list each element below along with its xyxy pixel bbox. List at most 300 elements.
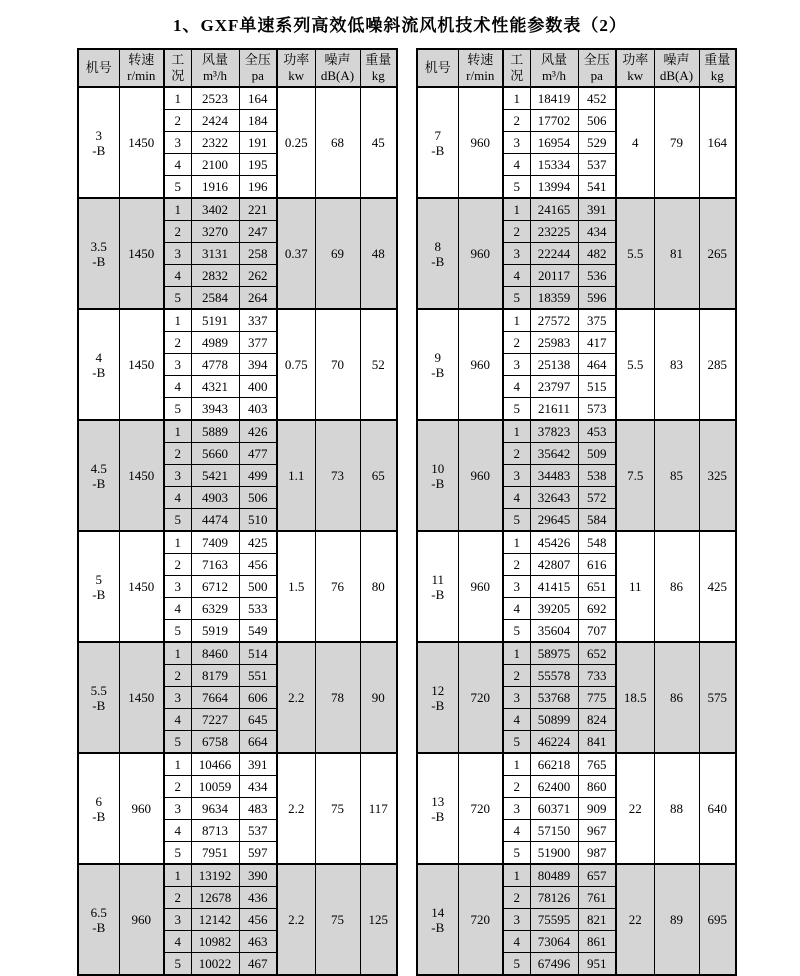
- airflow-cell: 2523: [191, 87, 239, 110]
- machine-model: 5.5: [90, 682, 107, 698]
- airflow-cell: 16954: [530, 132, 578, 154]
- condition-cell: 3: [164, 576, 191, 598]
- power-cell: 11: [616, 531, 654, 642]
- airflow-cell: 23797: [530, 376, 578, 398]
- machine-suffix: -B: [431, 475, 445, 491]
- pressure-cell: 529: [578, 132, 616, 154]
- pressure-cell: 390: [239, 864, 277, 887]
- airflow-cell: 6712: [191, 576, 239, 598]
- pressure-cell: 500: [239, 576, 277, 598]
- col-header-airflow: 风量 m³/h: [191, 49, 239, 87]
- condition-cell: 3: [503, 354, 530, 376]
- condition-cell: 1: [164, 198, 191, 221]
- pressure-cell: 391: [239, 753, 277, 776]
- machine-suffix: -B: [431, 697, 445, 713]
- condition-cell: 5: [164, 953, 191, 976]
- pressure-cell: 456: [239, 554, 277, 576]
- col-header-noise: 噪声 dB(A): [315, 49, 360, 87]
- airflow-cell: 2584: [191, 287, 239, 310]
- airflow-cell: 18419: [530, 87, 578, 110]
- condition-cell: 2: [503, 665, 530, 687]
- condition-cell: 3: [503, 243, 530, 265]
- airflow-cell: 8179: [191, 665, 239, 687]
- airflow-cell: 37823: [530, 420, 578, 443]
- pressure-cell: 337: [239, 309, 277, 332]
- condition-cell: 1: [164, 420, 191, 443]
- pressure-cell: 506: [239, 487, 277, 509]
- airflow-cell: 35642: [530, 443, 578, 465]
- pressure-cell: 533: [239, 598, 277, 620]
- airflow-cell: 7227: [191, 709, 239, 731]
- airflow-cell: 3131: [191, 243, 239, 265]
- condition-cell: 4: [164, 376, 191, 398]
- airflow-cell: 4474: [191, 509, 239, 532]
- pressure-cell: 538: [578, 465, 616, 487]
- airflow-cell: 13192: [191, 864, 239, 887]
- pressure-cell: 606: [239, 687, 277, 709]
- weight-cell: 80: [360, 531, 397, 642]
- machine-model: 11: [431, 571, 445, 587]
- pressure-cell: 467: [239, 953, 277, 976]
- col-header-pressure: 全压 pa: [239, 49, 277, 87]
- pressure-cell: 765: [578, 753, 616, 776]
- noise-cell: 88: [654, 753, 699, 864]
- condition-cell: 4: [503, 376, 530, 398]
- machine-number-cell: [78, 642, 119, 753]
- pressure-cell: 262: [239, 265, 277, 287]
- machine-number-cell: [78, 531, 119, 642]
- condition-cell: 4: [164, 265, 191, 287]
- machine-suffix: -B: [431, 142, 445, 158]
- condition-cell: 5: [164, 731, 191, 754]
- airflow-cell: 4989: [191, 332, 239, 354]
- condition-cell: 4: [503, 265, 530, 287]
- pressure-cell: 860: [578, 776, 616, 798]
- airflow-cell: 8460: [191, 642, 239, 665]
- machine-model: 6: [95, 793, 102, 809]
- condition-cell: 2: [164, 221, 191, 243]
- airflow-cell: 7951: [191, 842, 239, 865]
- noise-cell: 81: [654, 198, 699, 309]
- col-header-weight: 重量 kg: [360, 49, 397, 87]
- pressure-cell: 394: [239, 354, 277, 376]
- machine-number-cell: [78, 753, 119, 864]
- condition-cell: 4: [164, 709, 191, 731]
- airflow-cell: 4778: [191, 354, 239, 376]
- machine-model: 4: [95, 349, 102, 365]
- pressure-cell: 464: [578, 354, 616, 376]
- machine-number-cell: [78, 864, 119, 975]
- weight-cell: 265: [699, 198, 736, 309]
- power-cell: 2.2: [277, 753, 315, 864]
- pressure-cell: 483: [239, 798, 277, 820]
- condition-cell: 5: [164, 176, 191, 199]
- machine-suffix: -B: [92, 586, 106, 602]
- speed-cell: 1450: [119, 531, 164, 642]
- airflow-cell: 3270: [191, 221, 239, 243]
- condition-cell: 3: [164, 132, 191, 154]
- power-cell: 7.5: [616, 420, 654, 531]
- power-cell: 18.5: [616, 642, 654, 753]
- condition-cell: 2: [503, 110, 530, 132]
- airflow-cell: 73064: [530, 931, 578, 953]
- power-cell: 0.75: [277, 309, 315, 420]
- condition-cell: 5: [503, 398, 530, 421]
- noise-cell: 83: [654, 309, 699, 420]
- table-row: [78, 642, 397, 665]
- condition-cell: 4: [503, 598, 530, 620]
- airflow-cell: 6758: [191, 731, 239, 754]
- weight-cell: 117: [360, 753, 397, 864]
- condition-cell: 3: [503, 909, 530, 931]
- machine-model: 3.5: [90, 238, 107, 254]
- col-header-machine: 机号: [417, 49, 458, 87]
- airflow-cell: 55578: [530, 665, 578, 687]
- col-header-condition: 工况: [503, 49, 530, 87]
- airflow-cell: 3943: [191, 398, 239, 421]
- airflow-cell: 5919: [191, 620, 239, 643]
- airflow-cell: 75595: [530, 909, 578, 931]
- col-header-pressure: 全压 pa: [578, 49, 616, 87]
- airflow-cell: 58975: [530, 642, 578, 665]
- col-header-weight: 重量 kg: [699, 49, 736, 87]
- speed-cell: 1450: [119, 198, 164, 309]
- pressure-cell: 391: [578, 198, 616, 221]
- weight-cell: 48: [360, 198, 397, 309]
- power-cell: 22: [616, 753, 654, 864]
- col-header-noise: 噪声 dB(A): [654, 49, 699, 87]
- noise-cell: 76: [315, 531, 360, 642]
- airflow-cell: 7163: [191, 554, 239, 576]
- condition-cell: 5: [164, 287, 191, 310]
- machine-model: 12: [431, 682, 445, 698]
- pressure-cell: 652: [578, 642, 616, 665]
- machine-model: 4.5: [90, 460, 107, 476]
- pressure-cell: 514: [239, 642, 277, 665]
- condition-cell: 1: [503, 87, 530, 110]
- pressure-cell: 536: [578, 265, 616, 287]
- weight-cell: 45: [360, 87, 397, 198]
- pressure-cell: 463: [239, 931, 277, 953]
- machine-suffix: -B: [92, 919, 106, 935]
- airflow-cell: 5421: [191, 465, 239, 487]
- airflow-cell: 8713: [191, 820, 239, 842]
- airflow-cell: 23225: [530, 221, 578, 243]
- pressure-cell: 573: [578, 398, 616, 421]
- airflow-cell: 42807: [530, 554, 578, 576]
- condition-cell: 3: [164, 243, 191, 265]
- airflow-cell: 2322: [191, 132, 239, 154]
- header-row: [78, 49, 397, 87]
- fan-table-right: [416, 48, 737, 976]
- airflow-cell: 18359: [530, 287, 578, 310]
- power-cell: 0.37: [277, 198, 315, 309]
- pressure-cell: 775: [578, 687, 616, 709]
- weight-cell: 425: [699, 531, 736, 642]
- pressure-cell: 707: [578, 620, 616, 643]
- pressure-cell: 400: [239, 376, 277, 398]
- condition-cell: 1: [503, 531, 530, 554]
- col-header-speed: 转速 r/min: [458, 49, 503, 87]
- machine-number-cell: [417, 309, 458, 420]
- condition-cell: 1: [503, 864, 530, 887]
- pressure-cell: 403: [239, 398, 277, 421]
- speed-cell: 960: [119, 753, 164, 864]
- airflow-cell: 57150: [530, 820, 578, 842]
- weight-cell: 640: [699, 753, 736, 864]
- pressure-cell: 164: [239, 87, 277, 110]
- condition-cell: 1: [164, 309, 191, 332]
- col-header-airflow: 风量 m³/h: [530, 49, 578, 87]
- airflow-cell: 9634: [191, 798, 239, 820]
- pressure-cell: 434: [239, 776, 277, 798]
- condition-cell: 2: [164, 776, 191, 798]
- machine-number-cell: [417, 420, 458, 531]
- airflow-cell: 27572: [530, 309, 578, 332]
- pressure-cell: 572: [578, 487, 616, 509]
- machine-model: 3: [95, 127, 102, 143]
- pressure-cell: 967: [578, 820, 616, 842]
- condition-cell: 5: [164, 620, 191, 643]
- speed-cell: 960: [458, 420, 503, 531]
- power-cell: 22: [616, 864, 654, 975]
- speed-cell: 960: [458, 198, 503, 309]
- condition-cell: 2: [503, 332, 530, 354]
- airflow-cell: 7409: [191, 531, 239, 554]
- condition-cell: 5: [503, 287, 530, 310]
- tables-container: [0, 48, 800, 976]
- machine-number-cell: [417, 531, 458, 642]
- condition-cell: 4: [503, 931, 530, 953]
- pressure-cell: 651: [578, 576, 616, 598]
- condition-cell: 1: [503, 753, 530, 776]
- condition-cell: 5: [503, 509, 530, 532]
- machine-number-cell: [78, 309, 119, 420]
- weight-cell: 52: [360, 309, 397, 420]
- fan-table-body: [417, 87, 736, 975]
- power-cell: 0.25: [277, 87, 315, 198]
- airflow-cell: 35604: [530, 620, 578, 643]
- table-row: [417, 87, 736, 110]
- condition-cell: 4: [503, 820, 530, 842]
- speed-cell: 1450: [119, 420, 164, 531]
- pressure-cell: 541: [578, 176, 616, 199]
- condition-cell: 1: [503, 198, 530, 221]
- condition-cell: 5: [164, 842, 191, 865]
- pressure-cell: 434: [578, 221, 616, 243]
- airflow-cell: 6329: [191, 598, 239, 620]
- condition-cell: 1: [164, 642, 191, 665]
- airflow-cell: 32643: [530, 487, 578, 509]
- condition-cell: 2: [164, 443, 191, 465]
- condition-cell: 2: [503, 776, 530, 798]
- condition-cell: 3: [164, 909, 191, 931]
- weight-cell: 575: [699, 642, 736, 753]
- condition-cell: 2: [164, 665, 191, 687]
- airflow-cell: 60371: [530, 798, 578, 820]
- airflow-cell: 25138: [530, 354, 578, 376]
- pressure-cell: 616: [578, 554, 616, 576]
- noise-cell: 69: [315, 198, 360, 309]
- airflow-cell: 13994: [530, 176, 578, 199]
- airflow-cell: 5889: [191, 420, 239, 443]
- pressure-cell: 196: [239, 176, 277, 199]
- pressure-cell: 548: [578, 531, 616, 554]
- pressure-cell: 821: [578, 909, 616, 931]
- pressure-cell: 584: [578, 509, 616, 532]
- airflow-cell: 10059: [191, 776, 239, 798]
- airflow-cell: 25983: [530, 332, 578, 354]
- airflow-cell: 10022: [191, 953, 239, 976]
- pressure-cell: 247: [239, 221, 277, 243]
- machine-model: 7: [434, 127, 441, 143]
- condition-cell: 3: [503, 798, 530, 820]
- speed-cell: 960: [458, 87, 503, 198]
- airflow-cell: 51900: [530, 842, 578, 865]
- page-title: 1、GXF单速系列高效低噪斜流风机技术性能参数表（2）: [173, 16, 627, 35]
- airflow-cell: 20117: [530, 265, 578, 287]
- airflow-cell: 80489: [530, 864, 578, 887]
- condition-cell: 3: [164, 687, 191, 709]
- machine-model: 8: [434, 238, 441, 254]
- airflow-cell: 62400: [530, 776, 578, 798]
- machine-suffix: -B: [92, 253, 106, 269]
- pressure-cell: 596: [578, 287, 616, 310]
- pressure-cell: 509: [578, 443, 616, 465]
- power-cell: 4: [616, 87, 654, 198]
- table-row: [417, 309, 736, 332]
- airflow-cell: 3402: [191, 198, 239, 221]
- machine-model: 13: [431, 793, 445, 809]
- condition-cell: 5: [164, 398, 191, 421]
- power-cell: 5.5: [616, 198, 654, 309]
- speed-cell: 960: [119, 864, 164, 975]
- pressure-cell: 499: [239, 465, 277, 487]
- airflow-cell: 17702: [530, 110, 578, 132]
- machine-suffix: -B: [431, 586, 445, 602]
- machine-suffix: -B: [92, 142, 106, 158]
- table-row: [78, 309, 397, 332]
- machine-suffix: -B: [431, 364, 445, 380]
- col-header-machine: 机号: [78, 49, 119, 87]
- condition-cell: 3: [503, 132, 530, 154]
- machine-model: 6.5: [90, 904, 107, 920]
- noise-cell: 73: [315, 420, 360, 531]
- airflow-cell: 39205: [530, 598, 578, 620]
- condition-cell: 4: [164, 598, 191, 620]
- table-row: [78, 87, 397, 110]
- pressure-cell: 537: [239, 820, 277, 842]
- airflow-cell: 34483: [530, 465, 578, 487]
- weight-cell: 65: [360, 420, 397, 531]
- table-row: [417, 864, 736, 887]
- airflow-cell: 53768: [530, 687, 578, 709]
- table-row: [417, 420, 736, 443]
- weight-cell: 125: [360, 864, 397, 975]
- pressure-cell: 537: [578, 154, 616, 176]
- airflow-cell: 29645: [530, 509, 578, 532]
- power-cell: 5.5: [616, 309, 654, 420]
- machine-number-cell: [78, 87, 119, 198]
- pressure-cell: 506: [578, 110, 616, 132]
- condition-cell: 2: [164, 110, 191, 132]
- table-row: [417, 753, 736, 776]
- airflow-cell: 4321: [191, 376, 239, 398]
- airflow-cell: 15334: [530, 154, 578, 176]
- pressure-cell: 664: [239, 731, 277, 754]
- table-row: [78, 753, 397, 776]
- pressure-cell: 482: [578, 243, 616, 265]
- airflow-cell: 7664: [191, 687, 239, 709]
- condition-cell: 2: [503, 887, 530, 909]
- pressure-cell: 377: [239, 332, 277, 354]
- machine-suffix: -B: [92, 808, 106, 824]
- speed-cell: 960: [458, 309, 503, 420]
- pressure-cell: 824: [578, 709, 616, 731]
- airflow-cell: 41415: [530, 576, 578, 598]
- airflow-cell: 10466: [191, 753, 239, 776]
- condition-cell: 4: [164, 154, 191, 176]
- pressure-cell: 452: [578, 87, 616, 110]
- condition-cell: 1: [503, 420, 530, 443]
- condition-cell: 4: [164, 487, 191, 509]
- header-row: [417, 49, 736, 87]
- pressure-cell: 184: [239, 110, 277, 132]
- pressure-cell: 551: [239, 665, 277, 687]
- table-row: [78, 864, 397, 887]
- condition-cell: 1: [503, 309, 530, 332]
- condition-cell: 3: [164, 354, 191, 376]
- airflow-cell: 5660: [191, 443, 239, 465]
- airflow-cell: 4903: [191, 487, 239, 509]
- pressure-cell: 951: [578, 953, 616, 976]
- airflow-cell: 45426: [530, 531, 578, 554]
- noise-cell: 79: [654, 87, 699, 198]
- airflow-cell: 78126: [530, 887, 578, 909]
- pressure-cell: 456: [239, 909, 277, 931]
- col-header-power: 功率 kw: [616, 49, 654, 87]
- airflow-cell: 12678: [191, 887, 239, 909]
- airflow-cell: 2424: [191, 110, 239, 132]
- pressure-cell: 761: [578, 887, 616, 909]
- pressure-cell: 191: [239, 132, 277, 154]
- pressure-cell: 453: [578, 420, 616, 443]
- fan-table-body: [78, 87, 397, 975]
- condition-cell: 2: [503, 443, 530, 465]
- table-row: [78, 531, 397, 554]
- airflow-cell: 50899: [530, 709, 578, 731]
- machine-model: 9: [434, 349, 441, 365]
- speed-cell: 720: [458, 642, 503, 753]
- power-cell: 1.1: [277, 420, 315, 531]
- machine-suffix: -B: [92, 697, 106, 713]
- pressure-cell: 861: [578, 931, 616, 953]
- machine-number-cell: [417, 642, 458, 753]
- col-header-power: 功率 kw: [277, 49, 315, 87]
- pressure-cell: 841: [578, 731, 616, 754]
- noise-cell: 68: [315, 87, 360, 198]
- condition-cell: 5: [503, 842, 530, 865]
- pressure-cell: 510: [239, 509, 277, 532]
- power-cell: 1.5: [277, 531, 315, 642]
- machine-suffix: -B: [431, 808, 445, 824]
- col-header-speed: 转速 r/min: [119, 49, 164, 87]
- pressure-cell: 597: [239, 842, 277, 865]
- machine-model: 14: [431, 904, 445, 920]
- condition-cell: 2: [503, 554, 530, 576]
- condition-cell: 5: [503, 176, 530, 199]
- airflow-cell: 22244: [530, 243, 578, 265]
